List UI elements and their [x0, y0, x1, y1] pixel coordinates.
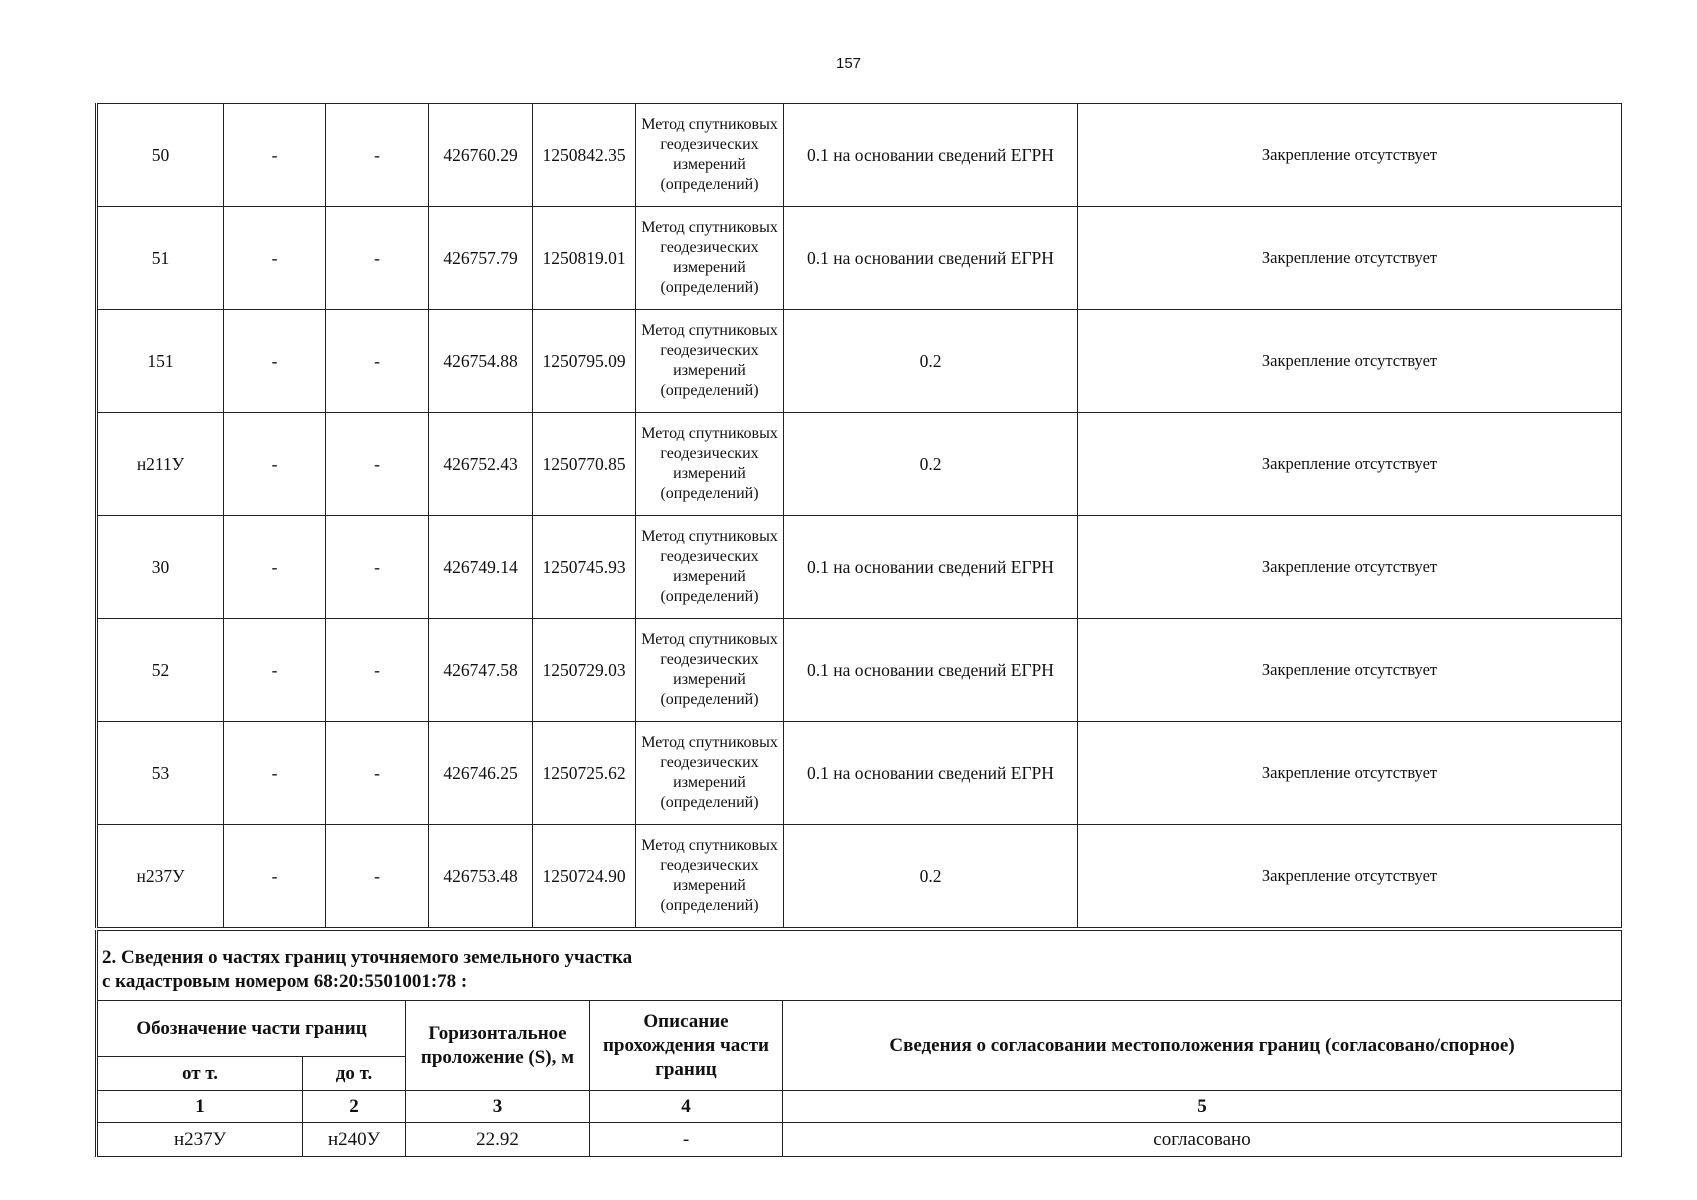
point-x: 426753.48	[429, 825, 533, 928]
point-x: 426757.79	[429, 207, 533, 310]
part-from: н237У	[97, 1123, 303, 1157]
point-row	[97, 104, 1622, 207]
section-title	[97, 931, 1622, 1001]
point-accuracy: 0.1 на основании сведений ЕГРН	[784, 207, 1078, 310]
parts-table	[95, 930, 1622, 1157]
section-title-line-1: 2. Сведения о частях границ уточняемого земельного участка	[102, 946, 633, 968]
point-y: 1250795.09	[533, 310, 636, 413]
part-agreement: согласовано	[783, 1123, 1622, 1157]
point-method: Метод спутниковых геодезических измерений (определений)	[636, 516, 784, 619]
points-table	[95, 103, 1622, 928]
header-to: до т.	[303, 1057, 406, 1091]
header-description: Описание прохождения части границ	[590, 1001, 783, 1091]
part-description: -	[590, 1123, 783, 1157]
point-id: 151	[97, 310, 224, 413]
point-fixation: Закрепление отсутствует	[1078, 825, 1622, 928]
header-from: от т.	[97, 1057, 303, 1091]
point-col-3: -	[326, 722, 429, 825]
point-col-3: -	[326, 825, 429, 928]
point-row	[97, 722, 1622, 825]
point-col-2: -	[224, 722, 326, 825]
point-fixation: Закрепление отсутствует	[1078, 619, 1622, 722]
point-col-2: -	[224, 207, 326, 310]
point-col-2: -	[224, 825, 326, 928]
point-accuracy: 0.2	[784, 310, 1078, 413]
point-row	[97, 310, 1622, 413]
point-col-3: -	[326, 207, 429, 310]
point-col-2: -	[224, 516, 326, 619]
point-col-3: -	[326, 310, 429, 413]
point-method: Метод спутниковых геодезических измерений (определений)	[636, 619, 784, 722]
point-y: 1250724.90	[533, 825, 636, 928]
point-method: Метод спутниковых геодезических измерений (определений)	[636, 413, 784, 516]
point-fixation: Закрепление отсутствует	[1078, 104, 1622, 207]
point-fixation: Закрепление отсутствует	[1078, 207, 1622, 310]
point-method: Метод спутниковых геодезических измерений (определений)	[636, 310, 784, 413]
point-accuracy: 0.2	[784, 413, 1078, 516]
point-method: Метод спутниковых геодезических измерений (определений)	[636, 207, 784, 310]
point-x: 426746.25	[429, 722, 533, 825]
point-col-3: -	[326, 619, 429, 722]
point-col-2: -	[224, 310, 326, 413]
point-col-2: -	[224, 619, 326, 722]
point-y: 1250842.35	[533, 104, 636, 207]
point-row	[97, 207, 1622, 310]
point-x: 426747.58	[429, 619, 533, 722]
header-agreement: Сведения о согласовании местоположения границ (согласовано/спорное)	[783, 1001, 1622, 1091]
point-id: н237У	[97, 825, 224, 928]
point-col-3: -	[326, 104, 429, 207]
point-col-2: -	[224, 413, 326, 516]
part-length: 22.92	[406, 1123, 590, 1157]
point-fixation: Закрепление отсутствует	[1078, 413, 1622, 516]
section-title-line-2: с кадастровым номером 68:20:5501001:78 :	[102, 970, 468, 992]
point-id: 52	[97, 619, 224, 722]
point-id: 30	[97, 516, 224, 619]
column-number-2: 2	[303, 1091, 406, 1123]
point-accuracy: 0.1 на основании сведений ЕГРН	[784, 516, 1078, 619]
point-accuracy: 0.1 на основании сведений ЕГРН	[784, 104, 1078, 207]
point-method: Метод спутниковых геодезических измерений (определений)	[636, 722, 784, 825]
point-id: 50	[97, 104, 224, 207]
point-y: 1250745.93	[533, 516, 636, 619]
parts-row	[97, 1123, 1622, 1157]
header-designation: Обозначение части границ	[97, 1001, 406, 1057]
point-x: 426754.88	[429, 310, 533, 413]
point-fixation: Закрепление отсутствует	[1078, 310, 1622, 413]
column-number-3: 3	[406, 1091, 590, 1123]
column-number-4: 4	[590, 1091, 783, 1123]
page-number: 157	[835, 55, 862, 72]
point-y: 1250819.01	[533, 207, 636, 310]
point-y: 1250725.62	[533, 722, 636, 825]
column-number-1: 1	[97, 1091, 303, 1123]
column-number-5: 5	[783, 1091, 1622, 1123]
point-y: 1250770.85	[533, 413, 636, 516]
point-x: 426749.14	[429, 516, 533, 619]
point-fixation: Закрепление отсутствует	[1078, 722, 1622, 825]
point-method: Метод спутниковых геодезических измерений (определений)	[636, 825, 784, 928]
point-accuracy: 0.1 на основании сведений ЕГРН	[784, 722, 1078, 825]
point-row	[97, 619, 1622, 722]
point-col-2: -	[224, 104, 326, 207]
point-id: 51	[97, 207, 224, 310]
point-row	[97, 413, 1622, 516]
point-row	[97, 825, 1622, 928]
point-accuracy: 0.2	[784, 825, 1078, 928]
point-col-3: -	[326, 516, 429, 619]
point-id: 53	[97, 722, 224, 825]
point-x: 426752.43	[429, 413, 533, 516]
point-row	[97, 516, 1622, 619]
header-horizontal: Горизонтальное проложение (S), м	[406, 1001, 590, 1091]
point-y: 1250729.03	[533, 619, 636, 722]
point-method: Метод спутниковых геодезических измерений (определений)	[636, 104, 784, 207]
point-id: н211У	[97, 413, 224, 516]
part-to: н240У	[303, 1123, 406, 1157]
point-x: 426760.29	[429, 104, 533, 207]
point-fixation: Закрепление отсутствует	[1078, 516, 1622, 619]
point-col-3: -	[326, 413, 429, 516]
point-accuracy: 0.1 на основании сведений ЕГРН	[784, 619, 1078, 722]
